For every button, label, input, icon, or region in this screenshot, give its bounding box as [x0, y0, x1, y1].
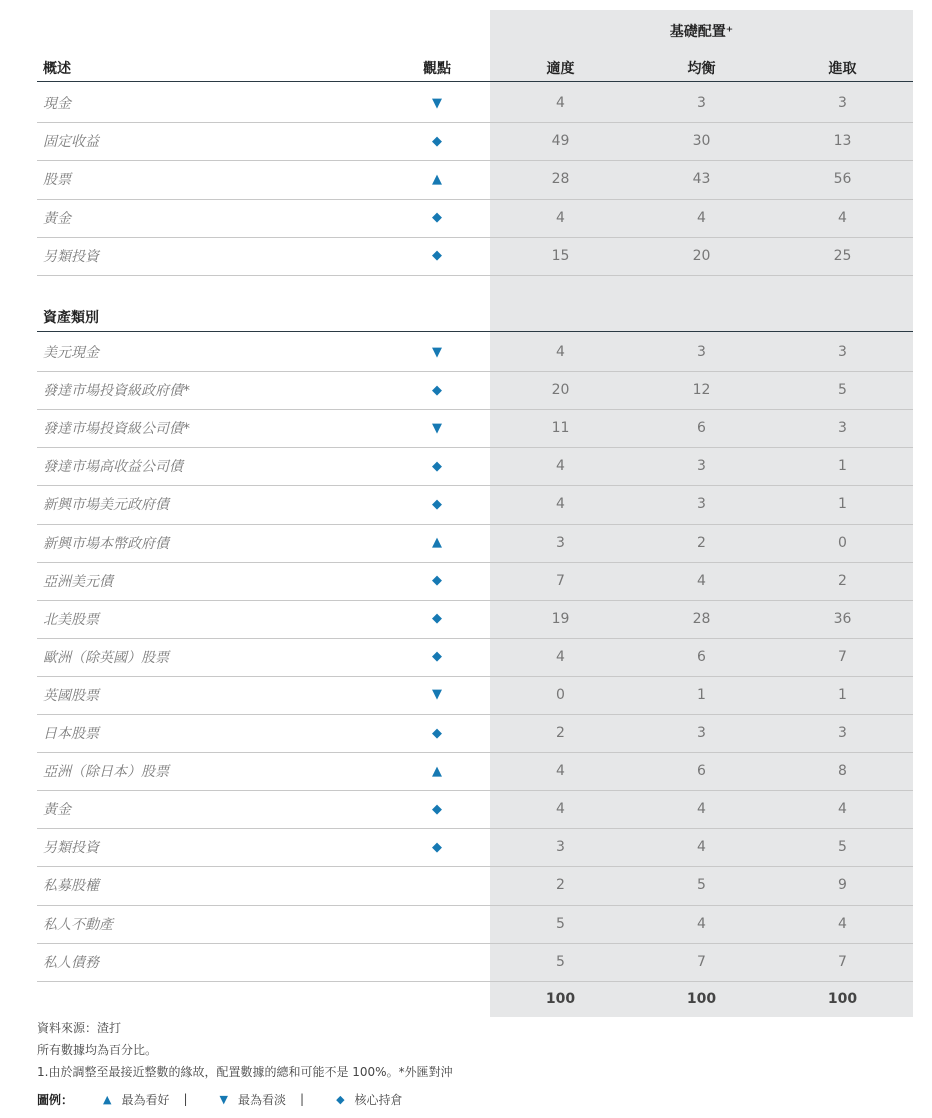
diamond-icon: ◆ — [432, 210, 442, 226]
diamond-icon: ◆ — [336, 1092, 345, 1106]
legend-separator: | — [183, 1092, 188, 1106]
row-label: 美元現金 — [43, 345, 99, 362]
table-row — [37, 199, 913, 237]
value-aggressive: 13 — [833, 133, 852, 150]
value-balanced: 4 — [697, 915, 706, 932]
value-moderate: 3 — [556, 534, 565, 551]
up-triangle-icon: ▲ — [432, 763, 442, 779]
diamond-icon: ◆ — [432, 382, 442, 398]
value-aggressive: 1 — [838, 686, 847, 703]
totals-row — [37, 981, 913, 1017]
value-moderate: 4 — [556, 344, 565, 361]
legend-label: 圖例： — [37, 1092, 74, 1107]
table-row — [37, 638, 913, 676]
footer-notes — [37, 1017, 453, 1083]
table-row — [37, 714, 913, 752]
table-row — [37, 524, 913, 562]
value-balanced: 6 — [697, 420, 706, 437]
value-balanced: 3 — [697, 344, 706, 361]
value-balanced: 4 — [697, 801, 706, 818]
value-moderate: 4 — [556, 648, 565, 665]
rounding-note: 1.由於調整至最接近整數的緣故，配置數據的總和可能不是 100%。*外匯對沖 — [37, 1065, 453, 1079]
value-moderate: 4 — [556, 763, 565, 780]
value-moderate: 5 — [556, 953, 565, 970]
legend-text-bearish: 最為看淡 — [238, 1092, 287, 1107]
value-aggressive: 25 — [833, 247, 852, 264]
view-empty — [413, 943, 461, 981]
row-label: 黃金 — [43, 802, 71, 819]
legend — [37, 1089, 403, 1109]
section-title: 資產類別 — [43, 310, 99, 326]
down-triangle-icon: ▼ — [432, 420, 442, 436]
value-moderate: 7 — [556, 572, 565, 589]
value-balanced: 5 — [697, 877, 706, 894]
value-balanced: 1 — [697, 686, 706, 703]
section-header-row — [37, 303, 913, 331]
row-label: 私人債務 — [43, 954, 99, 971]
view-empty — [413, 866, 461, 904]
row-label: 另類投資 — [43, 248, 99, 265]
value-balanced: 20 — [692, 247, 711, 264]
down-triangle-icon: ▼ — [219, 1092, 229, 1106]
down-triangle-icon: ▼ — [432, 687, 442, 703]
value-moderate: 5 — [556, 915, 565, 932]
value-aggressive: 1 — [838, 496, 847, 513]
value-moderate: 15 — [551, 247, 570, 264]
value-moderate: 0 — [556, 686, 565, 703]
value-balanced: 6 — [697, 763, 706, 780]
allocation-supertitle: 基礎配置⁺ — [669, 24, 734, 40]
row-label: 新興市場本幣政府債 — [43, 535, 169, 552]
legend-separator: | — [300, 1092, 305, 1106]
col-header-balanced: 均衡 — [687, 61, 716, 77]
down-triangle-icon: ▼ — [432, 344, 442, 360]
up-triangle-icon: ▲ — [432, 171, 442, 187]
value-aggressive: 8 — [838, 763, 847, 780]
value-moderate: 4 — [556, 801, 565, 818]
value-balanced: 28 — [692, 610, 711, 627]
value-aggressive: 4 — [838, 209, 847, 226]
table-row — [37, 237, 913, 275]
row-label: 現金 — [43, 96, 71, 113]
up-triangle-icon: ▲ — [432, 535, 442, 551]
row-label: 亞洲（除日本）股票 — [43, 764, 169, 781]
row-label: 另類投資 — [43, 840, 99, 857]
value-moderate: 49 — [551, 133, 570, 150]
table-row — [37, 409, 913, 447]
value-aggressive: 0 — [838, 534, 847, 551]
source-note: 資料來源：渣打 — [37, 1021, 122, 1035]
table-row — [37, 447, 913, 485]
row-label: 英國股票 — [43, 687, 99, 704]
diamond-icon: ◆ — [432, 496, 442, 512]
value-aggressive: 3 — [838, 725, 847, 742]
value-moderate: 4 — [556, 209, 565, 226]
value-moderate: 4 — [556, 496, 565, 513]
table-row — [37, 866, 913, 904]
diamond-icon: ◆ — [432, 133, 442, 149]
diamond-icon: ◆ — [432, 611, 442, 627]
row-label: 日本股票 — [43, 726, 99, 743]
section-rule — [37, 331, 913, 332]
row-divider — [37, 275, 913, 276]
value-aggressive: 2 — [838, 572, 847, 589]
value-aggressive: 4 — [838, 801, 847, 818]
value-aggressive: 4 — [838, 915, 847, 932]
table-row — [37, 790, 913, 828]
diamond-icon: ◆ — [432, 839, 442, 855]
value-aggressive: 36 — [833, 610, 852, 627]
value-balanced: 6 — [697, 648, 706, 665]
percent-note: 所有數據均為百分比。 — [37, 1043, 158, 1057]
value-aggressive: 56 — [833, 171, 852, 188]
value-aggressive: 7 — [838, 953, 847, 970]
table-row — [37, 371, 913, 409]
col-header-overview: 概述 — [43, 61, 71, 77]
table-row — [37, 905, 913, 943]
value-balanced: 4 — [697, 209, 706, 226]
value-balanced: 3 — [697, 95, 706, 112]
row-label: 黃金 — [43, 210, 71, 227]
value-balanced: 2 — [697, 534, 706, 551]
legend-text-core: 核心持倉 — [354, 1092, 403, 1107]
up-triangle-icon: ▲ — [103, 1092, 112, 1106]
value-balanced: 43 — [692, 171, 711, 188]
table-row — [37, 160, 913, 198]
table-row — [37, 943, 913, 981]
table-row — [37, 485, 913, 523]
table-row — [37, 84, 913, 122]
value-moderate: 3 — [556, 839, 565, 856]
table-row — [37, 600, 913, 638]
table-row — [37, 122, 913, 160]
table-row — [37, 562, 913, 600]
col-header-aggressive: 進取 — [828, 61, 857, 77]
value-aggressive: 3 — [838, 344, 847, 361]
value-aggressive: 9 — [838, 877, 847, 894]
total-moderate: 100 — [545, 991, 576, 1007]
value-aggressive: 7 — [838, 648, 847, 665]
row-label: 股票 — [43, 172, 71, 189]
value-aggressive: 5 — [838, 382, 847, 399]
diamond-icon: ◆ — [432, 458, 442, 474]
down-triangle-icon: ▼ — [432, 95, 442, 111]
value-balanced: 4 — [697, 839, 706, 856]
table-row — [37, 676, 913, 714]
diamond-icon: ◆ — [432, 573, 442, 589]
diamond-icon: ◆ — [432, 725, 442, 741]
value-balanced: 7 — [697, 953, 706, 970]
diamond-icon: ◆ — [432, 649, 442, 665]
value-moderate: 4 — [556, 458, 565, 475]
legend-text-bullish: 最為看好 — [121, 1092, 170, 1107]
total-balanced: 100 — [686, 991, 717, 1007]
value-moderate: 4 — [556, 95, 565, 112]
value-balanced: 3 — [697, 496, 706, 513]
row-label: 私募股權 — [43, 878, 99, 895]
table-row — [37, 828, 913, 866]
value-moderate: 28 — [551, 171, 570, 188]
row-label: 固定收益 — [43, 134, 99, 151]
value-balanced: 12 — [692, 382, 711, 399]
value-moderate: 19 — [551, 610, 570, 627]
value-balanced: 30 — [692, 133, 711, 150]
value-balanced: 3 — [697, 725, 706, 742]
row-label: 發達市場投資級政府債* — [43, 383, 190, 400]
table-row — [37, 333, 913, 371]
value-moderate: 2 — [556, 725, 565, 742]
diamond-icon: ◆ — [432, 248, 442, 264]
row-label: 亞洲美元債 — [43, 573, 113, 590]
col-header-view: 觀點 — [423, 61, 451, 77]
row-label: 私人不動產 — [43, 916, 113, 933]
row-label: 北美股票 — [43, 611, 99, 628]
table-row — [37, 752, 913, 790]
value-moderate: 11 — [551, 420, 570, 437]
header-row — [37, 55, 913, 81]
row-label: 發達市場投資級公司債* — [43, 421, 190, 438]
value-aggressive: 3 — [838, 95, 847, 112]
row-label: 新興市場美元政府債 — [43, 497, 169, 514]
value-balanced: 3 — [697, 458, 706, 475]
value-moderate: 2 — [556, 877, 565, 894]
value-aggressive: 5 — [838, 839, 847, 856]
value-aggressive: 1 — [838, 458, 847, 475]
value-moderate: 20 — [551, 382, 570, 399]
header-rule — [37, 81, 913, 82]
diamond-icon: ◆ — [432, 801, 442, 817]
row-label: 歐洲（除英國）股票 — [43, 649, 169, 666]
col-header-moderate: 適度 — [546, 61, 575, 77]
view-empty — [413, 905, 461, 943]
row-label: 發達市場高收益公司債 — [43, 459, 183, 476]
value-aggressive: 3 — [838, 420, 847, 437]
value-balanced: 4 — [697, 572, 706, 589]
total-aggressive: 100 — [827, 991, 858, 1007]
